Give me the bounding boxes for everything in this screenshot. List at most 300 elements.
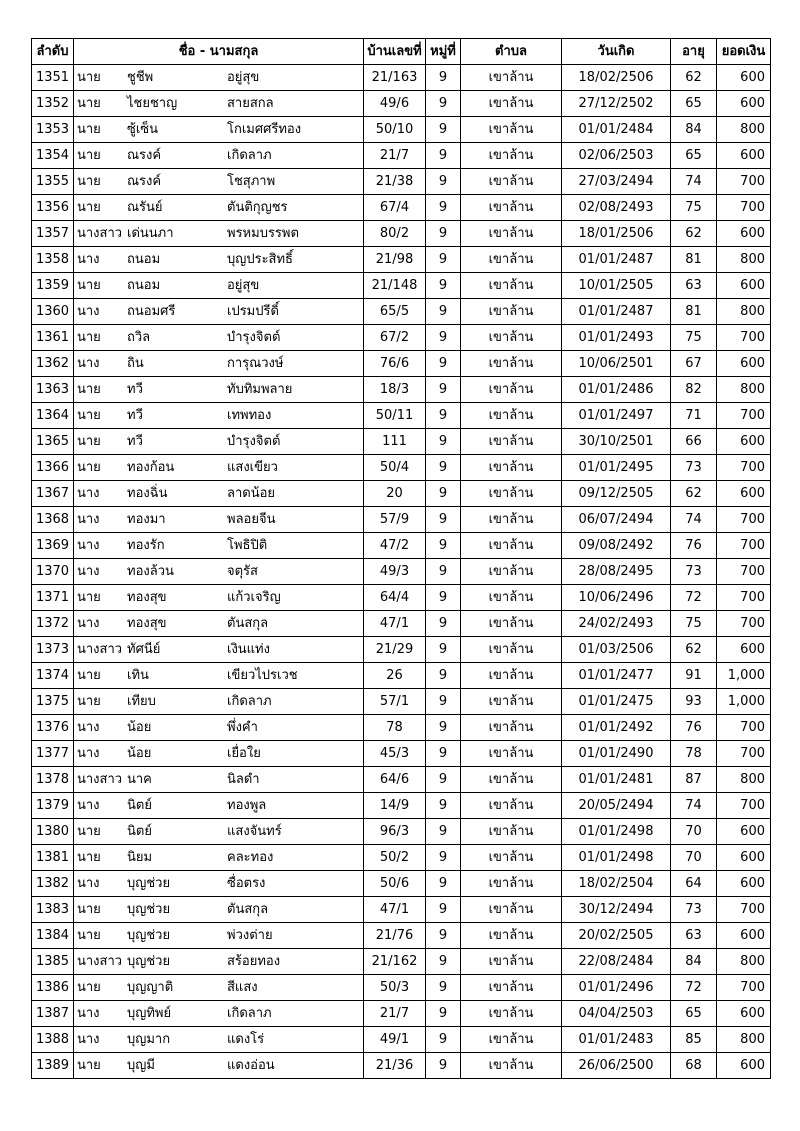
- name-last: พรหมบรรพต: [227, 226, 299, 241]
- cell-tambon: เขาล้าน: [461, 273, 562, 299]
- cell-birth: 01/01/2493: [562, 325, 671, 351]
- cell-tambon: เขาล้าน: [461, 897, 562, 923]
- name-title: นาย: [77, 200, 101, 215]
- cell-amount: 600: [717, 845, 771, 871]
- header-birth: วันเกิด: [562, 39, 671, 65]
- cell-tambon: เขาล้าน: [461, 533, 562, 559]
- table-row: [32, 611, 771, 637]
- cell-tambon: เขาล้าน: [461, 1001, 562, 1027]
- cell-moo: 9: [426, 689, 461, 715]
- cell-moo: 9: [426, 793, 461, 819]
- name-last: แดงอ่อน: [227, 1058, 275, 1073]
- table-row: [32, 845, 771, 871]
- cell-tambon: เขาล้าน: [461, 455, 562, 481]
- name-title: นางสาว: [77, 954, 123, 969]
- cell-tambon: เขาล้าน: [461, 923, 562, 949]
- name-title: นาง: [77, 356, 100, 371]
- beneficiary-table: [31, 38, 771, 1079]
- cell-amount: 700: [717, 559, 771, 585]
- name-first: ณรันย์: [127, 200, 163, 215]
- table-row: [32, 897, 771, 923]
- cell-birth: 01/01/2481: [562, 767, 671, 793]
- cell-no: 1367: [32, 481, 74, 507]
- cell-name: [74, 923, 364, 949]
- cell-tambon: เขาล้าน: [461, 949, 562, 975]
- cell-moo: 9: [426, 429, 461, 455]
- cell-house: 21/163: [364, 65, 426, 91]
- cell-tambon: เขาล้าน: [461, 663, 562, 689]
- cell-age: 72: [671, 975, 717, 1001]
- cell-birth: 22/08/2484: [562, 949, 671, 975]
- cell-birth: 09/12/2505: [562, 481, 671, 507]
- cell-tambon: เขาล้าน: [461, 325, 562, 351]
- name-last: อยู่สุข: [227, 70, 260, 85]
- cell-moo: 9: [426, 481, 461, 507]
- cell-age: 74: [671, 507, 717, 533]
- name-last: ตันติกุญชร: [227, 200, 288, 215]
- cell-birth: 01/01/2487: [562, 299, 671, 325]
- cell-name: [74, 117, 364, 143]
- cell-amount: 600: [717, 351, 771, 377]
- cell-amount: 800: [717, 299, 771, 325]
- name-title: นาย: [77, 980, 101, 995]
- table-row: [32, 793, 771, 819]
- name-last: แดงโร่: [227, 1032, 265, 1047]
- table-row: [32, 663, 771, 689]
- cell-moo: 9: [426, 325, 461, 351]
- cell-age: 76: [671, 533, 717, 559]
- cell-moo: 9: [426, 91, 461, 117]
- cell-age: 74: [671, 169, 717, 195]
- cell-house: 21/98: [364, 247, 426, 273]
- cell-amount: 600: [717, 143, 771, 169]
- table-header-row: [32, 39, 771, 65]
- cell-age: 67: [671, 351, 717, 377]
- name-first: บุญช่วย: [127, 928, 171, 943]
- cell-age: 75: [671, 611, 717, 637]
- name-title: นาง: [77, 746, 100, 761]
- name-title: นาย: [77, 174, 101, 189]
- name-first: เทียบ: [127, 694, 156, 709]
- cell-house: 57/9: [364, 507, 426, 533]
- cell-house: 76/6: [364, 351, 426, 377]
- cell-name: [74, 273, 364, 299]
- name-first: ทองก้อน: [127, 460, 175, 475]
- cell-amount: 700: [717, 533, 771, 559]
- name-last: ตันสกุล: [227, 902, 269, 917]
- name-last: บำรุงจิตต์: [227, 330, 281, 345]
- cell-no: 1370: [32, 559, 74, 585]
- cell-amount: 700: [717, 741, 771, 767]
- cell-no: 1361: [32, 325, 74, 351]
- cell-amount: 600: [717, 273, 771, 299]
- name-title: นาง: [77, 1032, 100, 1047]
- cell-no: 1389: [32, 1053, 74, 1079]
- cell-tambon: เขาล้าน: [461, 247, 562, 273]
- cell-age: 74: [671, 793, 717, 819]
- cell-moo: 9: [426, 715, 461, 741]
- name-last: โพธิปิติ: [227, 538, 268, 553]
- table-row: [32, 975, 771, 1001]
- cell-name: [74, 403, 364, 429]
- cell-tambon: เขาล้าน: [461, 637, 562, 663]
- name-first: นาค: [127, 772, 152, 787]
- cell-age: 81: [671, 247, 717, 273]
- name-last: เยื่อใย: [227, 746, 261, 761]
- cell-age: 78: [671, 741, 717, 767]
- cell-tambon: เขาล้าน: [461, 819, 562, 845]
- cell-moo: 9: [426, 611, 461, 637]
- cell-house: 67/2: [364, 325, 426, 351]
- cell-tambon: เขาล้าน: [461, 793, 562, 819]
- cell-moo: 9: [426, 923, 461, 949]
- cell-name: [74, 299, 364, 325]
- cell-age: 84: [671, 949, 717, 975]
- cell-moo: 9: [426, 65, 461, 91]
- table-row: [32, 1001, 771, 1027]
- name-last: เขียวไปรเวช: [227, 668, 298, 683]
- cell-birth: 01/01/2498: [562, 819, 671, 845]
- cell-amount: 600: [717, 819, 771, 845]
- cell-house: 50/10: [364, 117, 426, 143]
- name-first: นิยม: [127, 850, 153, 865]
- cell-tambon: เขาล้าน: [461, 195, 562, 221]
- cell-house: 49/3: [364, 559, 426, 585]
- name-title: นาย: [77, 928, 101, 943]
- table-row: [32, 1053, 771, 1079]
- cell-tambon: เขาล้าน: [461, 481, 562, 507]
- cell-house: 57/1: [364, 689, 426, 715]
- cell-tambon: เขาล้าน: [461, 871, 562, 897]
- table-row: [32, 403, 771, 429]
- cell-age: 70: [671, 819, 717, 845]
- cell-house: 64/4: [364, 585, 426, 611]
- cell-house: 47/1: [364, 611, 426, 637]
- name-last: ซื่อตรง: [227, 876, 266, 891]
- cell-amount: 700: [717, 897, 771, 923]
- cell-house: 21/76: [364, 923, 426, 949]
- cell-no: 1357: [32, 221, 74, 247]
- cell-moo: 9: [426, 741, 461, 767]
- cell-tambon: เขาล้าน: [461, 507, 562, 533]
- cell-birth: 20/05/2494: [562, 793, 671, 819]
- cell-birth: 24/02/2493: [562, 611, 671, 637]
- name-first: ทองรัก: [127, 538, 165, 553]
- name-title: นาง: [77, 252, 100, 267]
- cell-birth: 18/02/2506: [562, 65, 671, 91]
- cell-birth: 10/01/2505: [562, 273, 671, 299]
- cell-moo: 9: [426, 377, 461, 403]
- cell-moo: 9: [426, 559, 461, 585]
- table-row: [32, 871, 771, 897]
- cell-moo: 9: [426, 169, 461, 195]
- name-first: ทองล้วน: [127, 564, 174, 579]
- cell-age: 63: [671, 273, 717, 299]
- name-title: นาย: [77, 1058, 101, 1073]
- cell-no: 1351: [32, 65, 74, 91]
- cell-age: 81: [671, 299, 717, 325]
- cell-amount: 1,000: [717, 689, 771, 715]
- header-age: อายุ: [671, 39, 717, 65]
- cell-age: 82: [671, 377, 717, 403]
- cell-tambon: เขาล้าน: [461, 403, 562, 429]
- table-row: [32, 1027, 771, 1053]
- cell-name: [74, 1001, 364, 1027]
- name-title: นาง: [77, 538, 100, 553]
- cell-moo: 9: [426, 845, 461, 871]
- header-no: ลำดับ: [32, 39, 74, 65]
- cell-moo: 9: [426, 273, 461, 299]
- cell-no: 1371: [32, 585, 74, 611]
- name-last: จตุรัส: [227, 564, 258, 579]
- name-first: ทองมา: [127, 512, 166, 527]
- cell-age: 65: [671, 1001, 717, 1027]
- name-title: นาง: [77, 304, 100, 319]
- cell-no: 1358: [32, 247, 74, 273]
- name-first: ณรงค์: [127, 174, 162, 189]
- cell-no: 1353: [32, 117, 74, 143]
- name-last: การุณวงษ์: [227, 356, 284, 371]
- name-title: นาง: [77, 512, 100, 527]
- table-row: [32, 273, 771, 299]
- name-title: นาง: [77, 486, 100, 501]
- name-first: บุญมาก: [127, 1032, 171, 1047]
- table-row: [32, 741, 771, 767]
- cell-birth: 28/08/2495: [562, 559, 671, 585]
- header-moo: หมู่ที่: [426, 39, 461, 65]
- table-row: [32, 819, 771, 845]
- cell-tambon: เขาล้าน: [461, 1053, 562, 1079]
- cell-age: 73: [671, 897, 717, 923]
- cell-age: 65: [671, 143, 717, 169]
- name-last: เปรมปรีดิ์: [227, 304, 279, 319]
- cell-birth: 01/01/2483: [562, 1027, 671, 1053]
- cell-birth: 18/02/2504: [562, 871, 671, 897]
- name-last: พึ่งคำ: [227, 720, 258, 735]
- cell-moo: 9: [426, 871, 461, 897]
- cell-no: 1372: [32, 611, 74, 637]
- cell-tambon: เขาล้าน: [461, 65, 562, 91]
- name-first: ถนอม: [127, 278, 161, 293]
- cell-name: [74, 949, 364, 975]
- cell-amount: 800: [717, 247, 771, 273]
- name-last: สีแสง: [227, 980, 258, 995]
- cell-moo: 9: [426, 1001, 461, 1027]
- name-title: นาย: [77, 694, 101, 709]
- name-title: นาง: [77, 1006, 100, 1021]
- table-row: [32, 585, 771, 611]
- table-row: [32, 949, 771, 975]
- cell-age: 87: [671, 767, 717, 793]
- name-title: นาย: [77, 824, 101, 839]
- cell-birth: 01/01/2497: [562, 403, 671, 429]
- name-title: นาย: [77, 408, 101, 423]
- cell-house: 47/1: [364, 897, 426, 923]
- cell-name: [74, 663, 364, 689]
- cell-age: 75: [671, 325, 717, 351]
- table-row: [32, 299, 771, 325]
- name-first: ทองฉิ่น: [127, 486, 168, 501]
- cell-name: [74, 1053, 364, 1079]
- cell-amount: 800: [717, 377, 771, 403]
- cell-age: 63: [671, 923, 717, 949]
- cell-amount: 700: [717, 455, 771, 481]
- cell-tambon: เขาล้าน: [461, 975, 562, 1001]
- name-last: แสงเขียว: [227, 460, 278, 475]
- name-title: นางสาว: [77, 642, 123, 657]
- cell-no: 1377: [32, 741, 74, 767]
- cell-amount: 700: [717, 611, 771, 637]
- cell-birth: 10/06/2496: [562, 585, 671, 611]
- cell-name: [74, 65, 364, 91]
- name-last: ตันสกุล: [227, 616, 269, 631]
- cell-age: 62: [671, 65, 717, 91]
- name-title: นาย: [77, 70, 101, 85]
- cell-name: [74, 689, 364, 715]
- cell-house: 21/148: [364, 273, 426, 299]
- cell-amount: 600: [717, 871, 771, 897]
- name-first: เด่นนภา: [127, 226, 174, 241]
- cell-no: 1376: [32, 715, 74, 741]
- name-last: เกิดลาภ: [227, 1006, 272, 1021]
- cell-amount: 700: [717, 195, 771, 221]
- name-first: ทวี: [127, 408, 143, 423]
- cell-age: 76: [671, 715, 717, 741]
- cell-amount: 600: [717, 923, 771, 949]
- cell-birth: 01/01/2490: [562, 741, 671, 767]
- cell-moo: 9: [426, 949, 461, 975]
- table-row: [32, 481, 771, 507]
- cell-name: [74, 221, 364, 247]
- name-title: นางสาว: [77, 772, 123, 787]
- cell-house: 67/4: [364, 195, 426, 221]
- name-first: ชูชีพ: [127, 70, 154, 85]
- cell-birth: 27/12/2502: [562, 91, 671, 117]
- name-title: นาย: [77, 668, 101, 683]
- cell-amount: 600: [717, 1001, 771, 1027]
- cell-tambon: เขาล้าน: [461, 117, 562, 143]
- cell-house: 21/38: [364, 169, 426, 195]
- name-first: ถิน: [127, 356, 144, 371]
- cell-moo: 9: [426, 247, 461, 273]
- cell-house: 26: [364, 663, 426, 689]
- cell-house: 96/3: [364, 819, 426, 845]
- cell-birth: 02/06/2503: [562, 143, 671, 169]
- cell-name: [74, 871, 364, 897]
- cell-amount: 600: [717, 637, 771, 663]
- cell-name: [74, 455, 364, 481]
- name-last: ลาดน้อย: [227, 486, 276, 501]
- cell-name: [74, 351, 364, 377]
- cell-birth: 01/01/2487: [562, 247, 671, 273]
- cell-amount: 600: [717, 429, 771, 455]
- cell-no: 1383: [32, 897, 74, 923]
- name-title: นาย: [77, 434, 101, 449]
- cell-tambon: เขาล้าน: [461, 169, 562, 195]
- cell-age: 66: [671, 429, 717, 455]
- cell-birth: 01/01/2498: [562, 845, 671, 871]
- cell-tambon: เขาล้าน: [461, 91, 562, 117]
- cell-moo: 9: [426, 533, 461, 559]
- cell-house: 50/6: [364, 871, 426, 897]
- cell-name: [74, 195, 364, 221]
- cell-birth: 04/04/2503: [562, 1001, 671, 1027]
- cell-house: 64/6: [364, 767, 426, 793]
- cell-name: [74, 793, 364, 819]
- name-title: นาย: [77, 590, 101, 605]
- cell-age: 73: [671, 455, 717, 481]
- name-first: น้อย: [127, 746, 152, 761]
- cell-name: [74, 533, 364, 559]
- cell-birth: 01/01/2475: [562, 689, 671, 715]
- name-last: เกิดลาภ: [227, 694, 272, 709]
- cell-house: 65/5: [364, 299, 426, 325]
- cell-age: 84: [671, 117, 717, 143]
- cell-amount: 600: [717, 1053, 771, 1079]
- header-tambon: ตำบล: [461, 39, 562, 65]
- table-row: [32, 923, 771, 949]
- name-last: นิลดำ: [227, 772, 260, 787]
- name-last: สายสกล: [227, 96, 274, 111]
- table-row: [32, 65, 771, 91]
- cell-no: 1374: [32, 663, 74, 689]
- table-row: [32, 143, 771, 169]
- cell-no: 1359: [32, 273, 74, 299]
- header-amount: ยอดเงิน: [717, 39, 771, 65]
- table-row: [32, 195, 771, 221]
- cell-name: [74, 715, 364, 741]
- cell-tambon: เขาล้าน: [461, 585, 562, 611]
- cell-no: 1360: [32, 299, 74, 325]
- cell-birth: 30/12/2494: [562, 897, 671, 923]
- cell-name: [74, 429, 364, 455]
- name-last: สร้อยทอง: [227, 954, 281, 969]
- cell-age: 72: [671, 585, 717, 611]
- table-row: [32, 325, 771, 351]
- cell-house: 49/6: [364, 91, 426, 117]
- cell-age: 73: [671, 559, 717, 585]
- cell-no: 1369: [32, 533, 74, 559]
- name-last: อยู่สุข: [227, 278, 260, 293]
- cell-no: 1380: [32, 819, 74, 845]
- cell-tambon: เขาล้าน: [461, 377, 562, 403]
- table-row: [32, 767, 771, 793]
- cell-moo: 9: [426, 455, 461, 481]
- cell-name: [74, 559, 364, 585]
- cell-house: 50/3: [364, 975, 426, 1001]
- cell-age: 62: [671, 221, 717, 247]
- name-title: นางสาว: [77, 226, 123, 241]
- cell-house: 50/2: [364, 845, 426, 871]
- name-last: ทองพูล: [227, 798, 267, 813]
- cell-birth: 10/06/2501: [562, 351, 671, 377]
- cell-amount: 800: [717, 949, 771, 975]
- name-title: นาย: [77, 96, 101, 111]
- table-row: [32, 429, 771, 455]
- cell-no: 1354: [32, 143, 74, 169]
- cell-name: [74, 637, 364, 663]
- cell-name: [74, 169, 364, 195]
- cell-no: 1362: [32, 351, 74, 377]
- name-last: โกเมศศรีทอง: [227, 122, 302, 137]
- cell-no: 1365: [32, 429, 74, 455]
- cell-no: 1381: [32, 845, 74, 871]
- cell-house: 21/36: [364, 1053, 426, 1079]
- cell-birth: 01/01/2495: [562, 455, 671, 481]
- cell-no: 1366: [32, 455, 74, 481]
- table-body: [32, 65, 771, 1079]
- table-row: [32, 507, 771, 533]
